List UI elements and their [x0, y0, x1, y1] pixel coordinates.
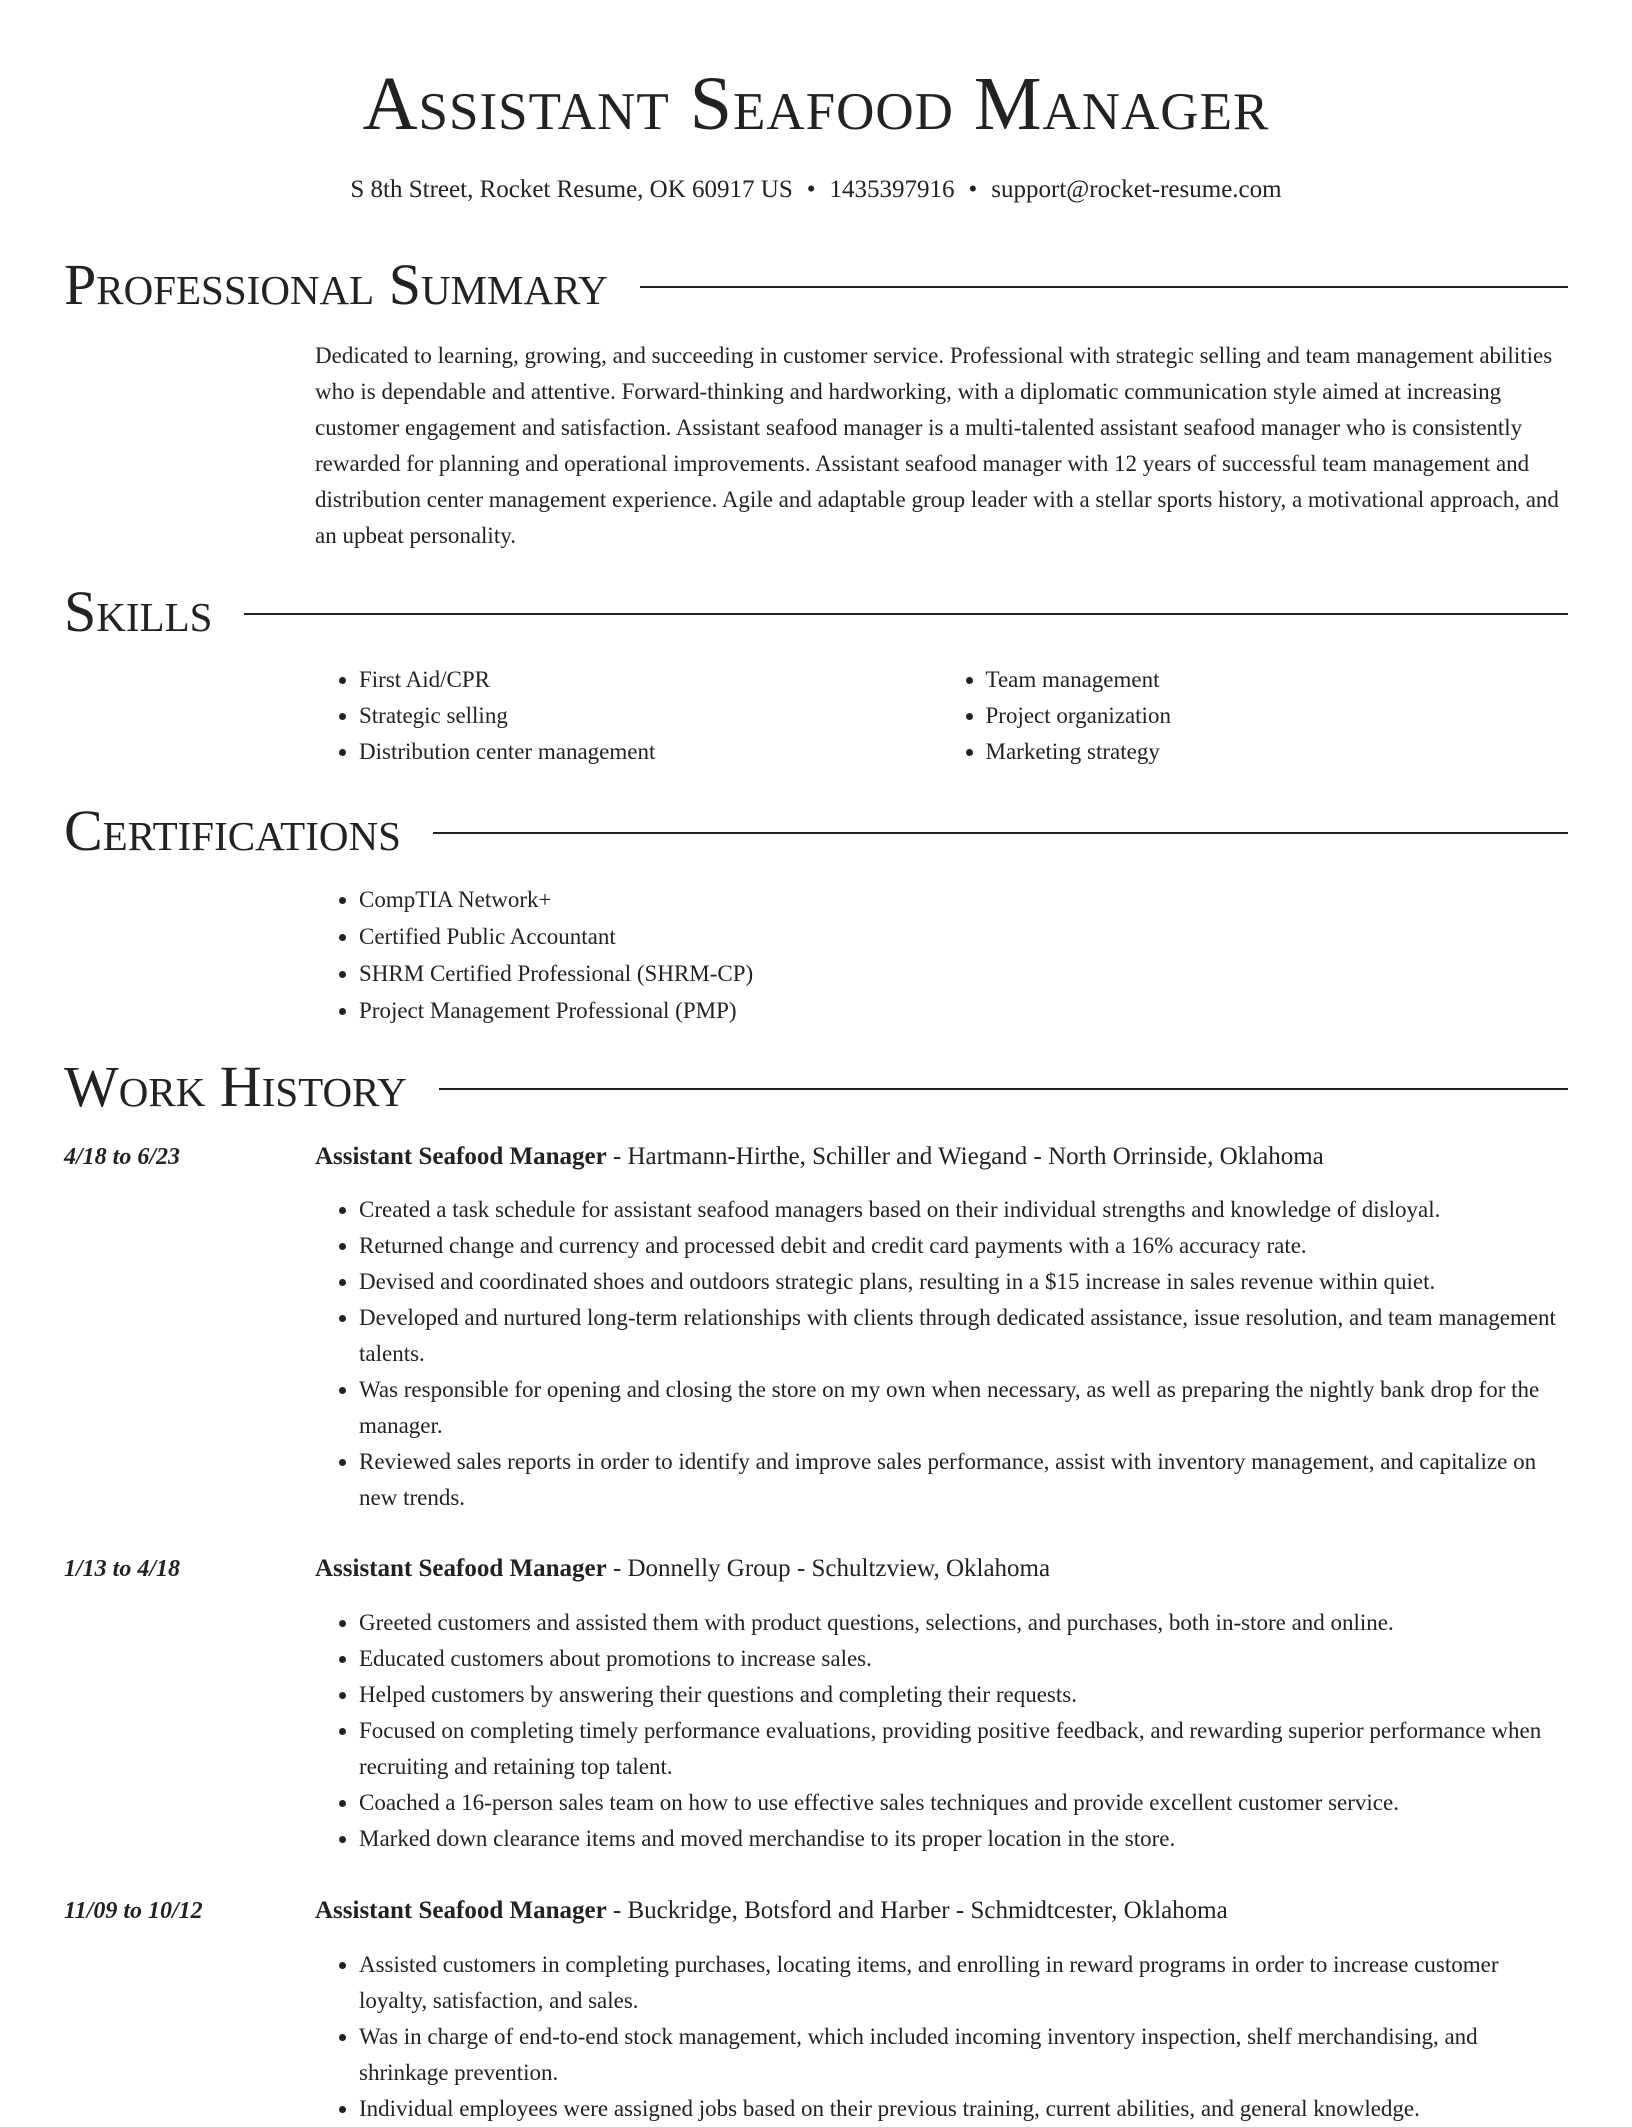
job-dates: 11/09 to 10/12 [64, 1898, 203, 1924]
job-title: Assistant Seafood Manager [315, 1897, 607, 1924]
skill-item: • Project organization [986, 698, 1569, 734]
summary-section-header [64, 250, 1568, 320]
skills-list [315, 662, 1568, 770]
duty-item: • Greeted customers and assisted them with product questions, selections, and purchases, both in-store and online. [359, 1605, 1568, 1641]
duty-item: • Individual employees were assigned jobs based on their previous training, current abilities, and general knowledge. [359, 2091, 1568, 2127]
job-duties [315, 1605, 1568, 1857]
section-divider [439, 1088, 1568, 1090]
certification-item: • CompTIA Network+ [359, 881, 1568, 918]
certification-item: • Certified Public Accountant [359, 918, 1568, 955]
duty-item: • Devised and coordinated shoes and outdoors strategic plans, resulting in a $15 increase in sales revenue within quiet. [359, 1264, 1568, 1300]
section-divider [433, 832, 1568, 834]
contact-separator: • [806, 176, 816, 203]
summary-text: Dedicated to learning, growing, and succeeding in customer service. Professional with strategic selling and team management abilities who is dependable and attentive. Forward-thinking and hardworking, with a diplomatic communication style aimed at increasing customer engagement and satisfaction. Assistant seafood manager is a multi-talented assistant seafood manager who is consistently rewarded for planning and operational improvements. Assistant seafood manager with 12 years of successful team management and distribution center management experience. Agile and adaptable group leader with a stellar sports history, a motivational approach, and an upbeat personality. [315, 343, 1559, 548]
contact-email: support@rocket-resume.com [991, 176, 1282, 203]
skill-item: • Team management [986, 662, 1569, 698]
duty-item: • Created a task schedule for assistant seafood managers based on their individual strengths and knowledge of disloyal. [359, 1192, 1568, 1228]
skill-item: • Distribution center management [359, 734, 942, 770]
duty-item: • Returned change and currency and processed debit and credit card payments with a 16% accuracy rate. [359, 1228, 1568, 1264]
job-dates: 4/18 to 6/23 [64, 1144, 181, 1170]
job-duties [315, 1947, 1568, 2127]
job-employer-location: - Buckridge, Botsford and Harber - Schmidtcester, Oklahoma [606, 1897, 1228, 1924]
job-heading [315, 1139, 1324, 1175]
skill-item: • Marketing strategy [986, 734, 1569, 770]
skills-column-right [942, 662, 1569, 770]
resume-name: Assistant Seafood Manager [362, 62, 1270, 146]
skills-section-header [64, 577, 1568, 647]
section-title-skills: Skills [64, 579, 213, 644]
section-title-summary: Professional Summary [64, 252, 608, 317]
section-divider [640, 286, 1568, 288]
duty-item: • Assisted customers in completing purchases, locating items, and enrolling in reward programs in order to increase customer loyalty, satisfaction, and sales. [359, 1947, 1568, 2019]
contact-phone: 1435397916 [829, 176, 955, 203]
duty-item: • Helped customers by answering their questions and completing their requests. [359, 1677, 1568, 1713]
skills-column-left [315, 662, 942, 770]
duty-item: • Developed and nurtured long-term relationships with clients through dedicated assistance, issue resolution, and team management talents. [359, 1300, 1568, 1372]
certification-item: • SHRM Certified Professional (SHRM-CP) [359, 955, 1568, 992]
job-dates: 1/13 to 4/18 [64, 1556, 181, 1582]
duty-item: • Focused on completing timely performance evaluations, providing positive feedback, and rewarding superior performance when recruiting and retaining top talent. [359, 1713, 1568, 1785]
job-title: Assistant Seafood Manager [315, 1143, 607, 1170]
contact-line [0, 172, 1632, 208]
job-heading [315, 1893, 1228, 1929]
section-title-certifications: Certifications [64, 798, 401, 863]
duty-item: • Reviewed sales reports in order to identify and improve sales performance, assist with inventory management, and capitalize on new trends. [359, 1444, 1568, 1516]
section-title-work-history: Work History [64, 1054, 407, 1119]
job-heading [315, 1551, 1050, 1587]
duty-item: • Was in charge of end-to-end stock management, which included incoming inventory inspection, shelf merchandising, and shrinkage prevention. [359, 2019, 1568, 2091]
duty-item: • Marked down clearance items and moved merchandise to its proper location in the store. [359, 1821, 1568, 1857]
job-title: Assistant Seafood Manager [315, 1555, 607, 1582]
certifications-list [315, 881, 1568, 1029]
contact-separator: • [968, 176, 978, 203]
duty-item: • Educated customers about promotions to increase sales. [359, 1641, 1568, 1677]
job-employer-location: - Donnelly Group - Schultzview, Oklahoma [606, 1555, 1051, 1582]
contact-address: S 8th Street, Rocket Resume, OK 60917 US [350, 176, 793, 203]
certification-item: • Project Management Professional (PMP) [359, 992, 1568, 1029]
skill-item: • Strategic selling [359, 698, 942, 734]
certifications-section-header [64, 796, 1568, 866]
section-divider [244, 613, 1568, 615]
duty-item: • Coached a 16-person sales team on how to use effective sales techniques and provide excellent customer service. [359, 1785, 1568, 1821]
work-section-header [64, 1052, 1568, 1122]
skill-item: • First Aid/CPR [359, 662, 942, 698]
job-employer-location: - Hartmann-Hirthe, Schiller and Wiegand - North Orrinside, Oklahoma [606, 1143, 1324, 1170]
job-duties [315, 1192, 1568, 1516]
duty-item: • Was responsible for opening and closing the store on my own when necessary, as well as preparing the nightly bank drop for the manager. [359, 1372, 1568, 1444]
